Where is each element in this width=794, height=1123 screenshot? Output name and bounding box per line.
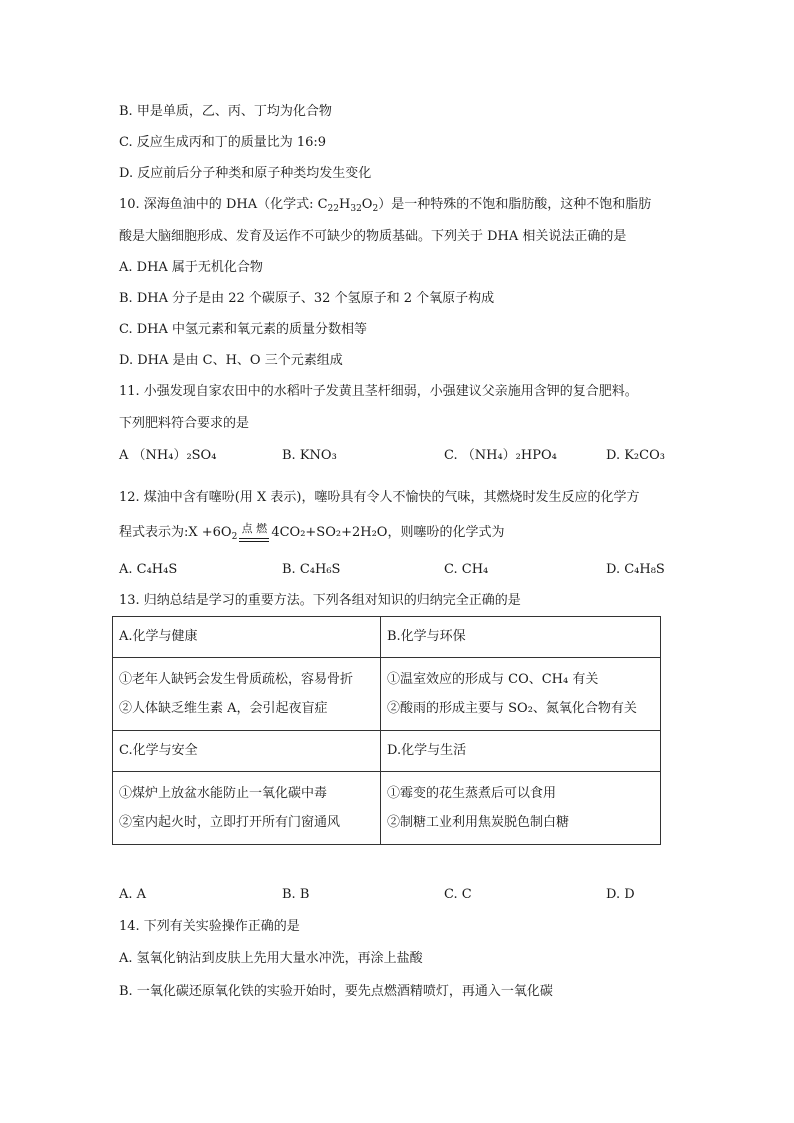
q11-option-a: A （NH₄）₂SO₄ xyxy=(119,448,217,463)
q9-option-d: D. 反应前后分子种类和原子种类均发生变化 xyxy=(119,166,372,181)
table-cell-a-body xyxy=(113,658,381,731)
q12-option-c: C. CH₄ xyxy=(444,562,489,577)
q13-knowledge-table xyxy=(112,616,661,845)
table-cell-c-body xyxy=(113,772,381,845)
table-item-d2: ②制糖工业利用焦炭脱色制白糖 xyxy=(387,815,570,830)
table-item-a1: ①老年人缺钙会发生骨质疏松，容易骨折 xyxy=(119,672,354,687)
reaction-condition-arrow: 点 燃 xyxy=(239,527,269,538)
table-item-b1: ①温室效应的形成与 CO、CH₄ 有关 xyxy=(387,672,599,687)
table-cell-b-head: B.化学与环保 xyxy=(381,617,661,658)
q11-stem-line1: 11. 小强发现自家农田中的水稻叶子发黄且茎杆细弱，小强建议父亲施用含钾的复合肥料。 xyxy=(119,384,638,399)
q11-option-c: C. （NH₄）₂HPO₄ xyxy=(444,448,557,463)
q14-option-b: B. 一氧化碳还原氧化铁的实验开始时，要先点燃酒精喷灯，再通入一氧化碳 xyxy=(119,984,553,999)
table-item-d1: ①霉变的花生蒸煮后可以食用 xyxy=(387,786,557,801)
q11-option-d: D. K₂CO₃ xyxy=(606,448,665,463)
q14-stem: 14. 下列有关实验操作正确的是 xyxy=(119,919,300,934)
table-cell-c-head: C.化学与安全 xyxy=(113,731,381,772)
q13-option-b: B. B xyxy=(282,887,310,902)
table-item-c1: ①煤炉上放盆水能防止一氧化碳中毒 xyxy=(119,786,328,801)
q12-option-d: D. C₄H₈S xyxy=(606,562,665,577)
table-cell-b-body xyxy=(381,658,661,731)
q13-stem: 13. 归纳总结是学习的重要方法。下列各组对知识的归纳完全正确的是 xyxy=(119,593,521,608)
q13-option-a: A. A xyxy=(119,887,147,902)
q13-option-c: C. C xyxy=(444,887,472,902)
q10-option-c: C. DHA 中氢元素和氧元素的质量分数相等 xyxy=(119,322,368,337)
q10-option-a: A. DHA 属于无机化合物 xyxy=(119,260,263,275)
q12-option-b: B. C₄H₆S xyxy=(282,562,341,577)
q9-option-c: C. 反应生成丙和丁的质量比为 16:9 xyxy=(119,135,327,150)
q12-stem-line1: 12. 煤油中含有噻吩(用 X 表示)，噻吩具有令人不愉快的气味，其燃烧时发生反应的化学方 xyxy=(119,490,640,505)
q10-option-b: B. DHA 分子是由 22 个碳原子、32 个氢原子和 2 个氧原子构成 xyxy=(119,291,495,306)
table-item-b2: ②酸雨的形成主要与 SO₂、氮氧化合物有关 xyxy=(387,701,637,716)
q10-stem-line2: 酸是大脑细胞形成、发育及运作不可缺少的物质基础。下列关于 DHA 相关说法正确的是 xyxy=(119,229,627,244)
q11-stem-line2: 下列肥料符合要求的是 xyxy=(119,416,250,431)
table-item-a2: ②人体缺乏维生素 A，会引起夜盲症 xyxy=(119,701,328,716)
q10-stem-line1: 10. 深海鱼油中的 DHA（化学式: $C_{22}H_{32}O_2$）是一种特殊的不饱和脂肪酸，这种不饱和脂肪 xyxy=(119,197,652,214)
table-cell-a-head: A.化学与健康 xyxy=(113,617,381,658)
table-cell-d-head: D.化学与生活 xyxy=(381,731,661,772)
q10-option-d: D. DHA 是由 C、H、O 三个元素组成 xyxy=(119,353,343,368)
q12-option-a: A. C₄H₄S xyxy=(119,562,178,577)
table-item-c2: ②室内起火时，立即打开所有门窗通风 xyxy=(119,815,341,830)
q11-option-b: B. KNO₃ xyxy=(282,448,337,463)
table-cell-d-body xyxy=(381,772,661,845)
q9-option-b: B. 甲是单质，乙、丙、丁均为化合物 xyxy=(119,104,332,119)
q13-option-d: D. D xyxy=(606,887,635,902)
q14-option-a: A. 氢氧化钠沾到皮肤上先用大量水冲洗，再涂上盐酸 xyxy=(119,951,423,966)
q12-stem-line2: 程式表示为:X $+6O_2$ 点 燃 4CO₂+SO₂+2H₂O，则噻吩的化学式为 xyxy=(119,522,505,542)
